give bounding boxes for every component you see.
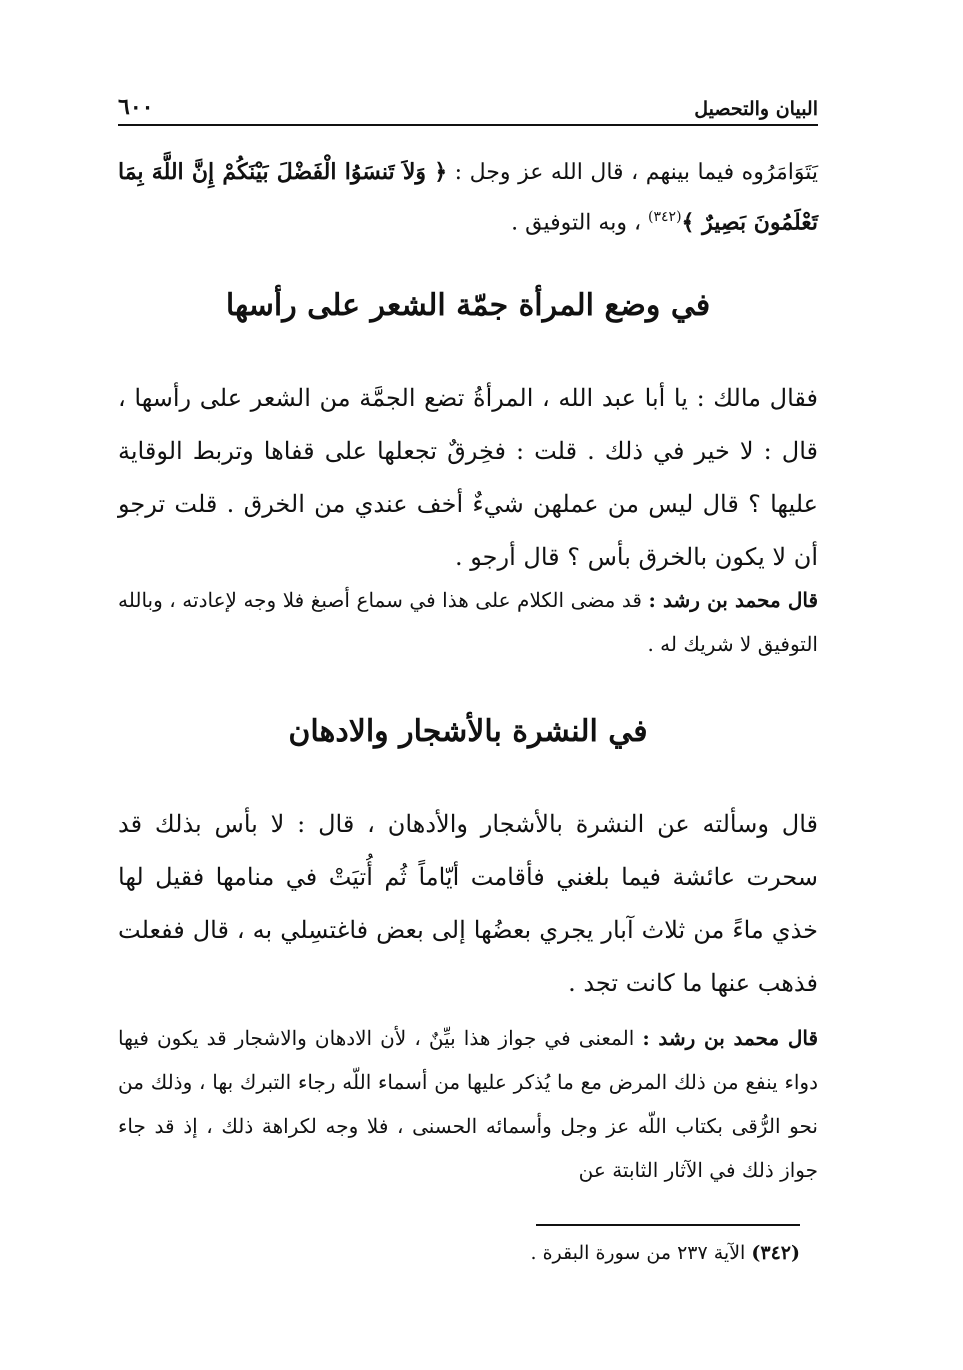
opening-text-before: يَتَوَامَرُوه فيما بينهم ، قال الله عز وجل :	[454, 160, 818, 185]
footnote	[531, 1242, 801, 1264]
commentary-lead: قال محمد بن رشد :	[642, 1026, 819, 1050]
section-heading-nushra: في النشرة بالأشجار والادهان	[288, 714, 648, 749]
book-title: البيان والتحصيل	[694, 98, 818, 120]
section2-commentary	[118, 1016, 818, 1192]
page-number: ٦٠٠	[118, 94, 154, 120]
commentary-lead: قال محمد بن رشد :	[648, 588, 819, 612]
commentary-text: المعنى في جواز هذا بيِّنٌ ، لأن الادهان والاشجار قد يكون فيها دواء ينفع من ذلك المرض مع ما يُذكر عليها من أسماء اللّه رجاء التبرك بها ، وذلك من نحو الرُّقى بكتاب اللّه عز وجل وأسمائه الحسنى ، فلا وجه لكراهة ذلك ، إذ قد جاء جواز ذلك في الآثار الثابتة عن	[118, 1026, 818, 1182]
commentary-text: قد مضى الكلام على هذا في سماع أصبغ فلا وجه لإعادته ، وبالله التوفيق لا شريك له .	[118, 588, 818, 656]
header-rule	[118, 124, 818, 126]
opening-paragraph	[118, 150, 818, 245]
section2-paragraph: قال وسألته عن النشرة بالأشجار والأدهان ، قال : لا بأس بذلك قد سحرت عائشة فيما بلغني فأقامت أيّاماً ثُم أُتيَتْ في منامها فقيل لها خذي ماءً من ثلاث آبار يجري بعضُها إلى بعض فاغتسِلي به ، قال ففعلت فذهب عنها ما كانت تجد .	[118, 810, 818, 997]
section1-commentary	[118, 578, 818, 666]
footnote-text: الآية ٢٣٧ من سورة البقرة .	[530, 1242, 746, 1264]
quran-verse: ﴿ وَلاَ تَنسَوُا الْفَضْلَ بَيْنَكُمْ إِنَّ اللَّهَ بِمَا تَعْلَمُونَ بَصِيرٌ ﴾	[118, 159, 818, 236]
section1-paragraph: فقال مالك : يا أبا عبد الله ، المرأةُ تضع الجمَّة من الشعر على رأسها ، قال : لا خير في ذلك . قلت : فخِرقٌ تجعلها على قفاها وتربط الوقاية عليها ؟ قال ليس من عملهن شيءٌ أخف عندي من الخرق . قلت ترجو أن لا يكون بالخرق بأس ؟ قال أرجو .	[118, 384, 818, 571]
section-heading-hair: في وضع المرأة جمّة الشعر على رأسها	[225, 288, 711, 323]
opening-text-after: ، وبه التوفيق .	[511, 210, 642, 236]
footnote-number: (٣٤٢)	[751, 1242, 800, 1264]
footnote-reference: (٣٤٢)	[648, 209, 682, 225]
book-page	[118, 70, 818, 1330]
footnote-rule	[536, 1224, 800, 1226]
page-header	[118, 82, 818, 120]
